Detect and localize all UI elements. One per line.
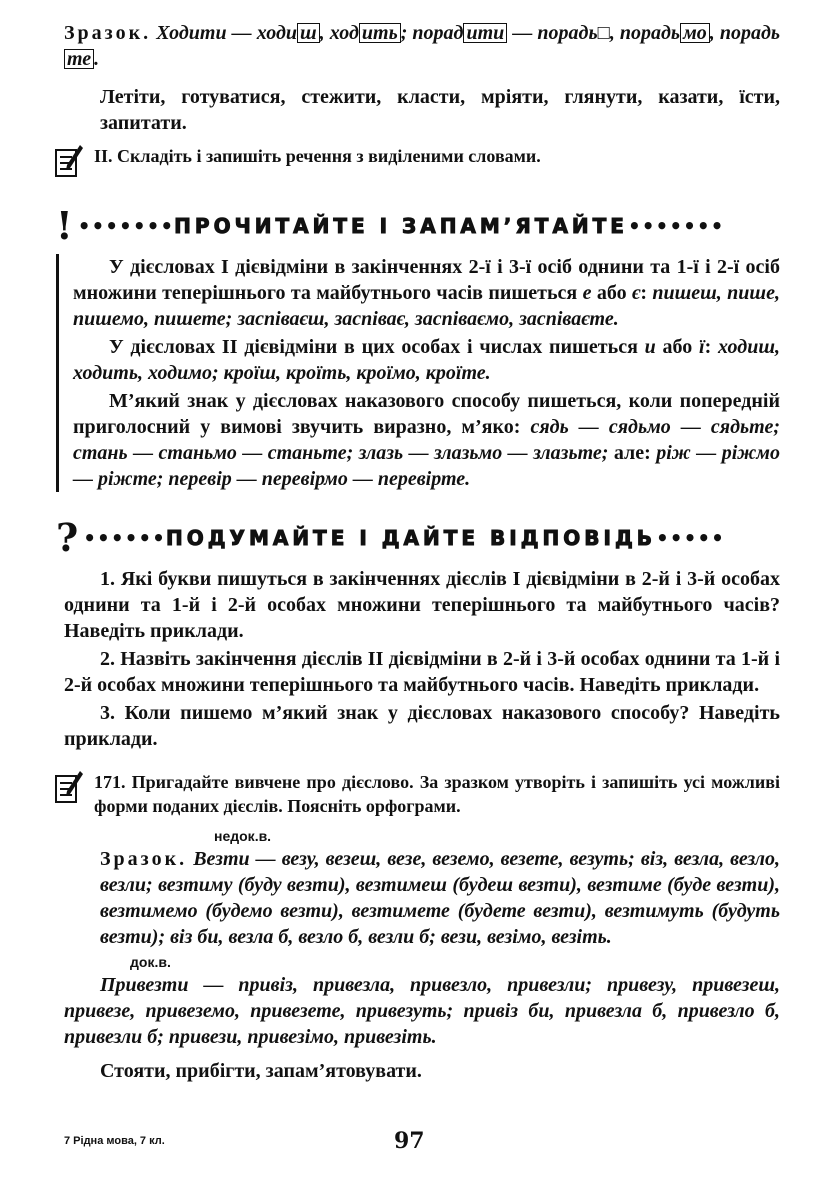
rule-examples: пишеш, пише, пишемо, пишете; заспіваєш, заспіває, заспіваємо, заспіваєте. bbox=[73, 282, 780, 330]
sample-text: , bbox=[609, 22, 615, 44]
ending-box: ить bbox=[359, 23, 401, 43]
rule-text: У дієсловах II дієвідміни в цих особах і числах пишеться bbox=[109, 336, 645, 358]
task-171 bbox=[64, 770, 780, 818]
section-heading-read-remember bbox=[56, 203, 780, 248]
sample-text: Везти — везу, везеш, везе, веземо, везете, везуть; віз, везла, везло, везли; везтиму (буду везти), везтимеш (будеш везти), везтиме (буде везти), везтимемо (будемо везти), везтимете (будете везти), везтимуть (будуть везти); віз би, везла б, везло б, везли б; вези, везімо, везіть. bbox=[100, 848, 780, 948]
question-item: 1. Які букви пишуться в закінченнях дієслів I дієвідміни в 2-й і 3-й особах однини та 1-й і 2-й особах множини теперішнього та майбутнього часів? Наведіть приклади. bbox=[64, 568, 780, 642]
ending-box: те bbox=[64, 49, 94, 69]
sample-text: ; порад bbox=[400, 22, 464, 44]
sample-pryvezty bbox=[64, 972, 780, 1050]
rule-text: але: bbox=[608, 442, 657, 464]
rule-letter: и bbox=[644, 336, 656, 358]
rule-text: або bbox=[591, 282, 632, 304]
rule-paragraph-3 bbox=[73, 388, 780, 492]
question-list bbox=[64, 566, 780, 752]
rule-letter: е bbox=[582, 282, 592, 304]
rule-text: : bbox=[640, 282, 653, 304]
task-2-text: II. Складіть і запишіть речення з виділеними словами. bbox=[94, 146, 541, 166]
heading-dots: •••••• bbox=[83, 526, 166, 550]
annotation-imperfective: недок.в. bbox=[214, 828, 272, 844]
page-footer bbox=[64, 1128, 780, 1154]
heading-title: ПОДУМАЙТЕ І ДАЙТЕ ВІДПОВІДЬ bbox=[165, 526, 657, 550]
heading-dots: ••••••• bbox=[77, 214, 175, 238]
rule-text: У дієсловах I дієвідміни в закінченнях 2-ї і 3-ї осіб однини та 1-ї і 2-ї осіб множини теперішнього та майбутнього часів пишеться bbox=[73, 256, 780, 304]
rule-paragraph-2 bbox=[73, 334, 780, 386]
sample-text: , ход bbox=[319, 22, 359, 44]
rule-text: або bbox=[655, 336, 700, 358]
sample-text: — порадь bbox=[507, 22, 598, 44]
sample-label: Зразок. bbox=[100, 848, 188, 870]
sample-ending-forms bbox=[64, 20, 780, 72]
sample-label: Зразок. bbox=[64, 22, 152, 44]
rule-examples: сядь — сядьмо — сядьте; стань — станьмо — станьте; злазь — злазьмо — злазьте; bbox=[73, 416, 780, 464]
writing-pencil-icon bbox=[54, 144, 84, 180]
ending-box: ш bbox=[297, 23, 320, 43]
rule-block bbox=[56, 254, 780, 492]
rule-text: М’який знак у дієсловах наказового способу пишеться, коли попередній приголосний у вимові звучить виразно, м’яко: bbox=[73, 390, 780, 438]
rule-text: : bbox=[704, 336, 719, 358]
exclamation-icon: ! bbox=[56, 203, 76, 248]
verb-list: Летіти, готуватися, стежити, класти, мріяти, глянути, казати, їсти, запитати. bbox=[100, 86, 780, 134]
sample-text: Ходити — ходи bbox=[156, 22, 297, 44]
rule-examples: ходиш, ходить, ходимо; кроїш, кроїть, кроїмо, кроїте. bbox=[73, 336, 780, 384]
sample-text: , порадь bbox=[709, 22, 781, 44]
question-mark-icon: ? bbox=[56, 515, 82, 560]
sample-text: . bbox=[94, 48, 100, 70]
question-item: 3. Коли пишемо м’який знак у дієсловах наказового способу? Наведіть приклади. bbox=[64, 702, 780, 750]
ending-box: мо bbox=[680, 23, 710, 43]
rule-letter: є bbox=[632, 282, 641, 304]
sample-vezty bbox=[64, 846, 780, 950]
rule-letter: ї bbox=[699, 336, 705, 358]
section-heading-think-answer bbox=[56, 515, 780, 560]
annotation-perfective: док.в. bbox=[130, 954, 171, 970]
verb-list-2: Стояти, прибігти, запам’ятовувати. bbox=[100, 1060, 422, 1082]
printer-signature: 7 Рідна мова, 7 кл. bbox=[64, 1135, 165, 1147]
ending-box: ити bbox=[463, 23, 507, 43]
empty-box: □ bbox=[597, 22, 610, 44]
task-171-text: 171. Пригадайте вивчене про дієслово. За зразком утворіть і запишіть усі можливі форми поданих дієслів. Поясніть орфограми. bbox=[94, 772, 780, 816]
sample-text: Привезти — привіз, привезла, привезло, привезли; привезу, привезеш, привезе, привеземо, привезете, привезуть; привіз би, привезла б, привезло б, привезли б; привези, привезімо, привезіть. bbox=[64, 974, 780, 1048]
rule-examples: ріж — ріжмо — ріжте; перевір — перевірмо — перевірте. bbox=[73, 442, 780, 490]
question-item: 2. Назвіть закінчення дієслів II дієвідміни в 2-й і 3-й особах однини та 1-й і 2-й особах множини теперішнього та майбутнього часів. Наведіть приклади. bbox=[64, 648, 780, 696]
sample-text: порадь bbox=[619, 22, 681, 44]
heading-dots: ••••••• bbox=[627, 214, 725, 238]
heading-dots: ••••• bbox=[656, 526, 725, 550]
task-2 bbox=[64, 144, 780, 180]
rule-paragraph-1 bbox=[73, 254, 780, 332]
page-number: 97 bbox=[394, 1128, 425, 1154]
writing-pencil-icon bbox=[54, 770, 84, 806]
heading-title: ПРОЧИТАЙТЕ І ЗАПАМ’ЯТАЙТЕ bbox=[174, 214, 628, 238]
